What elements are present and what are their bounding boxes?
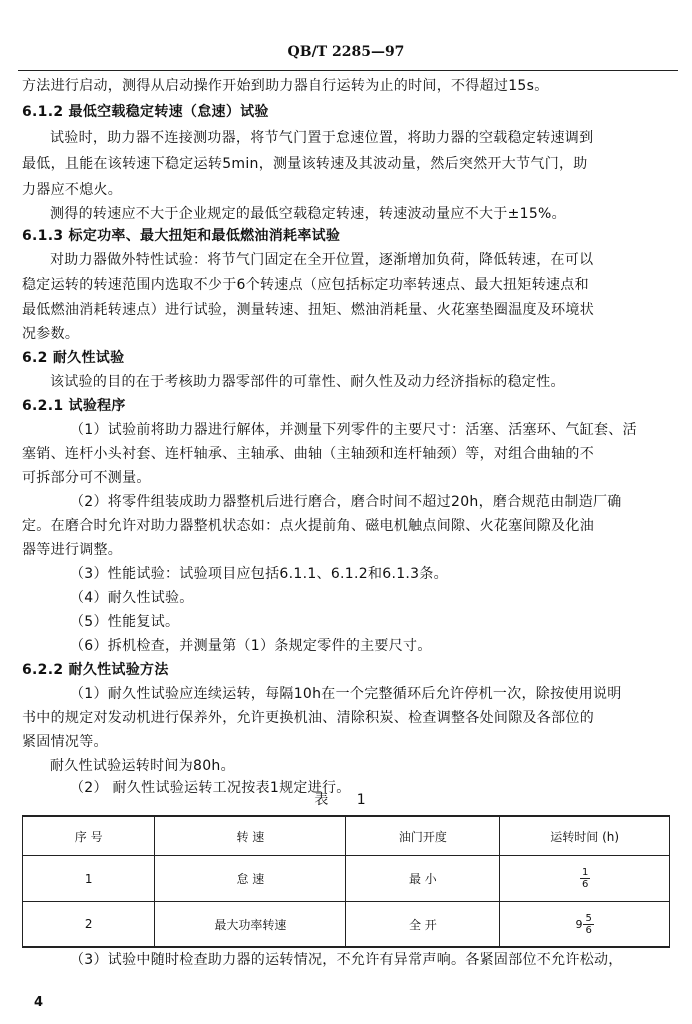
cell-run-time [500, 902, 670, 948]
text-line: （5）性能复试。 [70, 614, 180, 630]
text-line: 紧固情况等。 [22, 734, 108, 750]
standard-code-header: QB/T 2285—97 [287, 44, 405, 60]
text-line: 测得的转速应不大于企业规定的最低空载稳定转速，转速波动量应不大于±15%。 [50, 206, 566, 222]
table-row [23, 902, 670, 948]
fraction-numerator: 1 [581, 867, 589, 878]
text-line: （1）耐久性试验应连续运转，每隔10h在一个完整循环后允许停机一次，除按使用说明 [70, 686, 622, 702]
cell-speed: 怠 速 [155, 856, 346, 902]
fraction-numerator: 5 [585, 912, 592, 924]
text-line: （1）试验前将助力器进行解体，并测量下列零件的主要尺寸：活塞、活塞环、气缸套、活 [70, 422, 637, 438]
header-throttle: 油门开度 [346, 816, 500, 856]
text-line: 耐久性试验运转时间为80h。 [50, 758, 235, 774]
text-line: （6）拆机检查，并测量第（1）条规定零件的主要尺寸。 [70, 638, 432, 654]
time-fraction [580, 867, 590, 890]
text-line: （4）耐久性试验。 [70, 590, 194, 606]
text-line: （3）试验中随时检查助力器的运转情况，不允许有异常声响。各紧固部位不允许松动， [70, 952, 623, 968]
text-line: 书中的规定对发动机进行保养外，允许更换机油、清除积炭、检查调整各处间隙及各部位的 [22, 710, 594, 726]
section-heading: 6.2.2 耐久性试验方法 [22, 662, 169, 678]
cell-no: 1 [23, 856, 155, 902]
text-line: 稳定运转的转速范围内选取不少于6个转速点（应包括标定功率转速点、最大扭矩转速点和 [22, 277, 589, 293]
text-line: 定。在磨合时允许对助力器整机状态如：点火提前角、磁电机触点间隙、火花塞间隙及化油 [22, 518, 594, 534]
section-heading: 6.1.2 最低空载稳定转速（怠速）试验 [22, 104, 269, 120]
text-line: 力器应不熄火。 [22, 182, 123, 198]
text-line: （2） 耐久性试验运转工况按表1规定进行。 [70, 780, 351, 796]
text-line: 最低，且能在该转速下稳定运转5min，测量该转速及其波动量，然后突然开大节气门，助 [22, 156, 588, 172]
text-line: 器等进行调整。 [22, 542, 123, 558]
text-line: 对助力器做外特性试验：将节气门固定在全开位置，逐渐增加负荷，降低转速，在可以 [50, 252, 594, 268]
table-caption: 表 1 [314, 792, 378, 808]
header-rule [18, 70, 678, 71]
fraction-denominator: 6 [585, 924, 592, 936]
text-line: 试验时，助力器不连接测功器，将节气门置于怠速位置，将助力器的空载稳定转速调到 [50, 130, 594, 146]
operating-conditions-table [22, 815, 670, 948]
section-heading: 6.1.3 标定功率、最大扭矩和最低燃油消耗率试验 [22, 228, 341, 244]
cell-throttle: 全 开 [346, 902, 500, 948]
section-heading: 6.2.1 试验程序 [22, 398, 126, 414]
text-line: 该试验的目的在于考核助力器零部件的可靠性、耐久性及动力经济指标的稳定性。 [50, 374, 565, 390]
page-number: 4 [34, 995, 44, 1010]
header-run-time: 运转时间 (h) [500, 816, 670, 856]
table-header-row [23, 816, 670, 856]
time-fraction [583, 913, 593, 936]
table-row [23, 856, 670, 902]
cell-speed: 最大功率转速 [155, 902, 346, 948]
cell-throttle: 最 小 [346, 856, 500, 902]
text-line: （3）性能试验：试验项目应包括6.1.1、6.1.2和6.1.3条。 [70, 566, 448, 582]
text-line: （2）将零件组装成助力器整机后进行磨合，磨合时间不超过20h，磨合规范由制造厂确 [70, 494, 622, 510]
header-speed: 转 速 [155, 816, 346, 856]
cell-no: 2 [23, 902, 155, 948]
time-whole: 9 [575, 917, 583, 931]
fraction-denominator: 6 [581, 879, 589, 890]
text-line: 方法进行启动，测得从启动操作开始到助力器自行运转为止的时间，不得超过15s。 [22, 78, 549, 94]
text-line: 可拆部分可不测量。 [22, 470, 151, 486]
cell-run-time [500, 856, 670, 902]
text-line: 塞销、连杆小头衬套、连杆轴承、主轴承、曲轴（主轴颈和连杆轴颈）等，对组合曲轴的不 [22, 446, 594, 462]
text-line: 况参数。 [22, 326, 80, 342]
section-heading: 6.2 耐久性试验 [22, 350, 125, 366]
header-no: 序 号 [23, 816, 155, 856]
text-line: 最低燃油消耗转速点）进行试验，测量转速、扭矩、燃油消耗量、火花塞垫圈温度及环境状 [22, 302, 594, 318]
